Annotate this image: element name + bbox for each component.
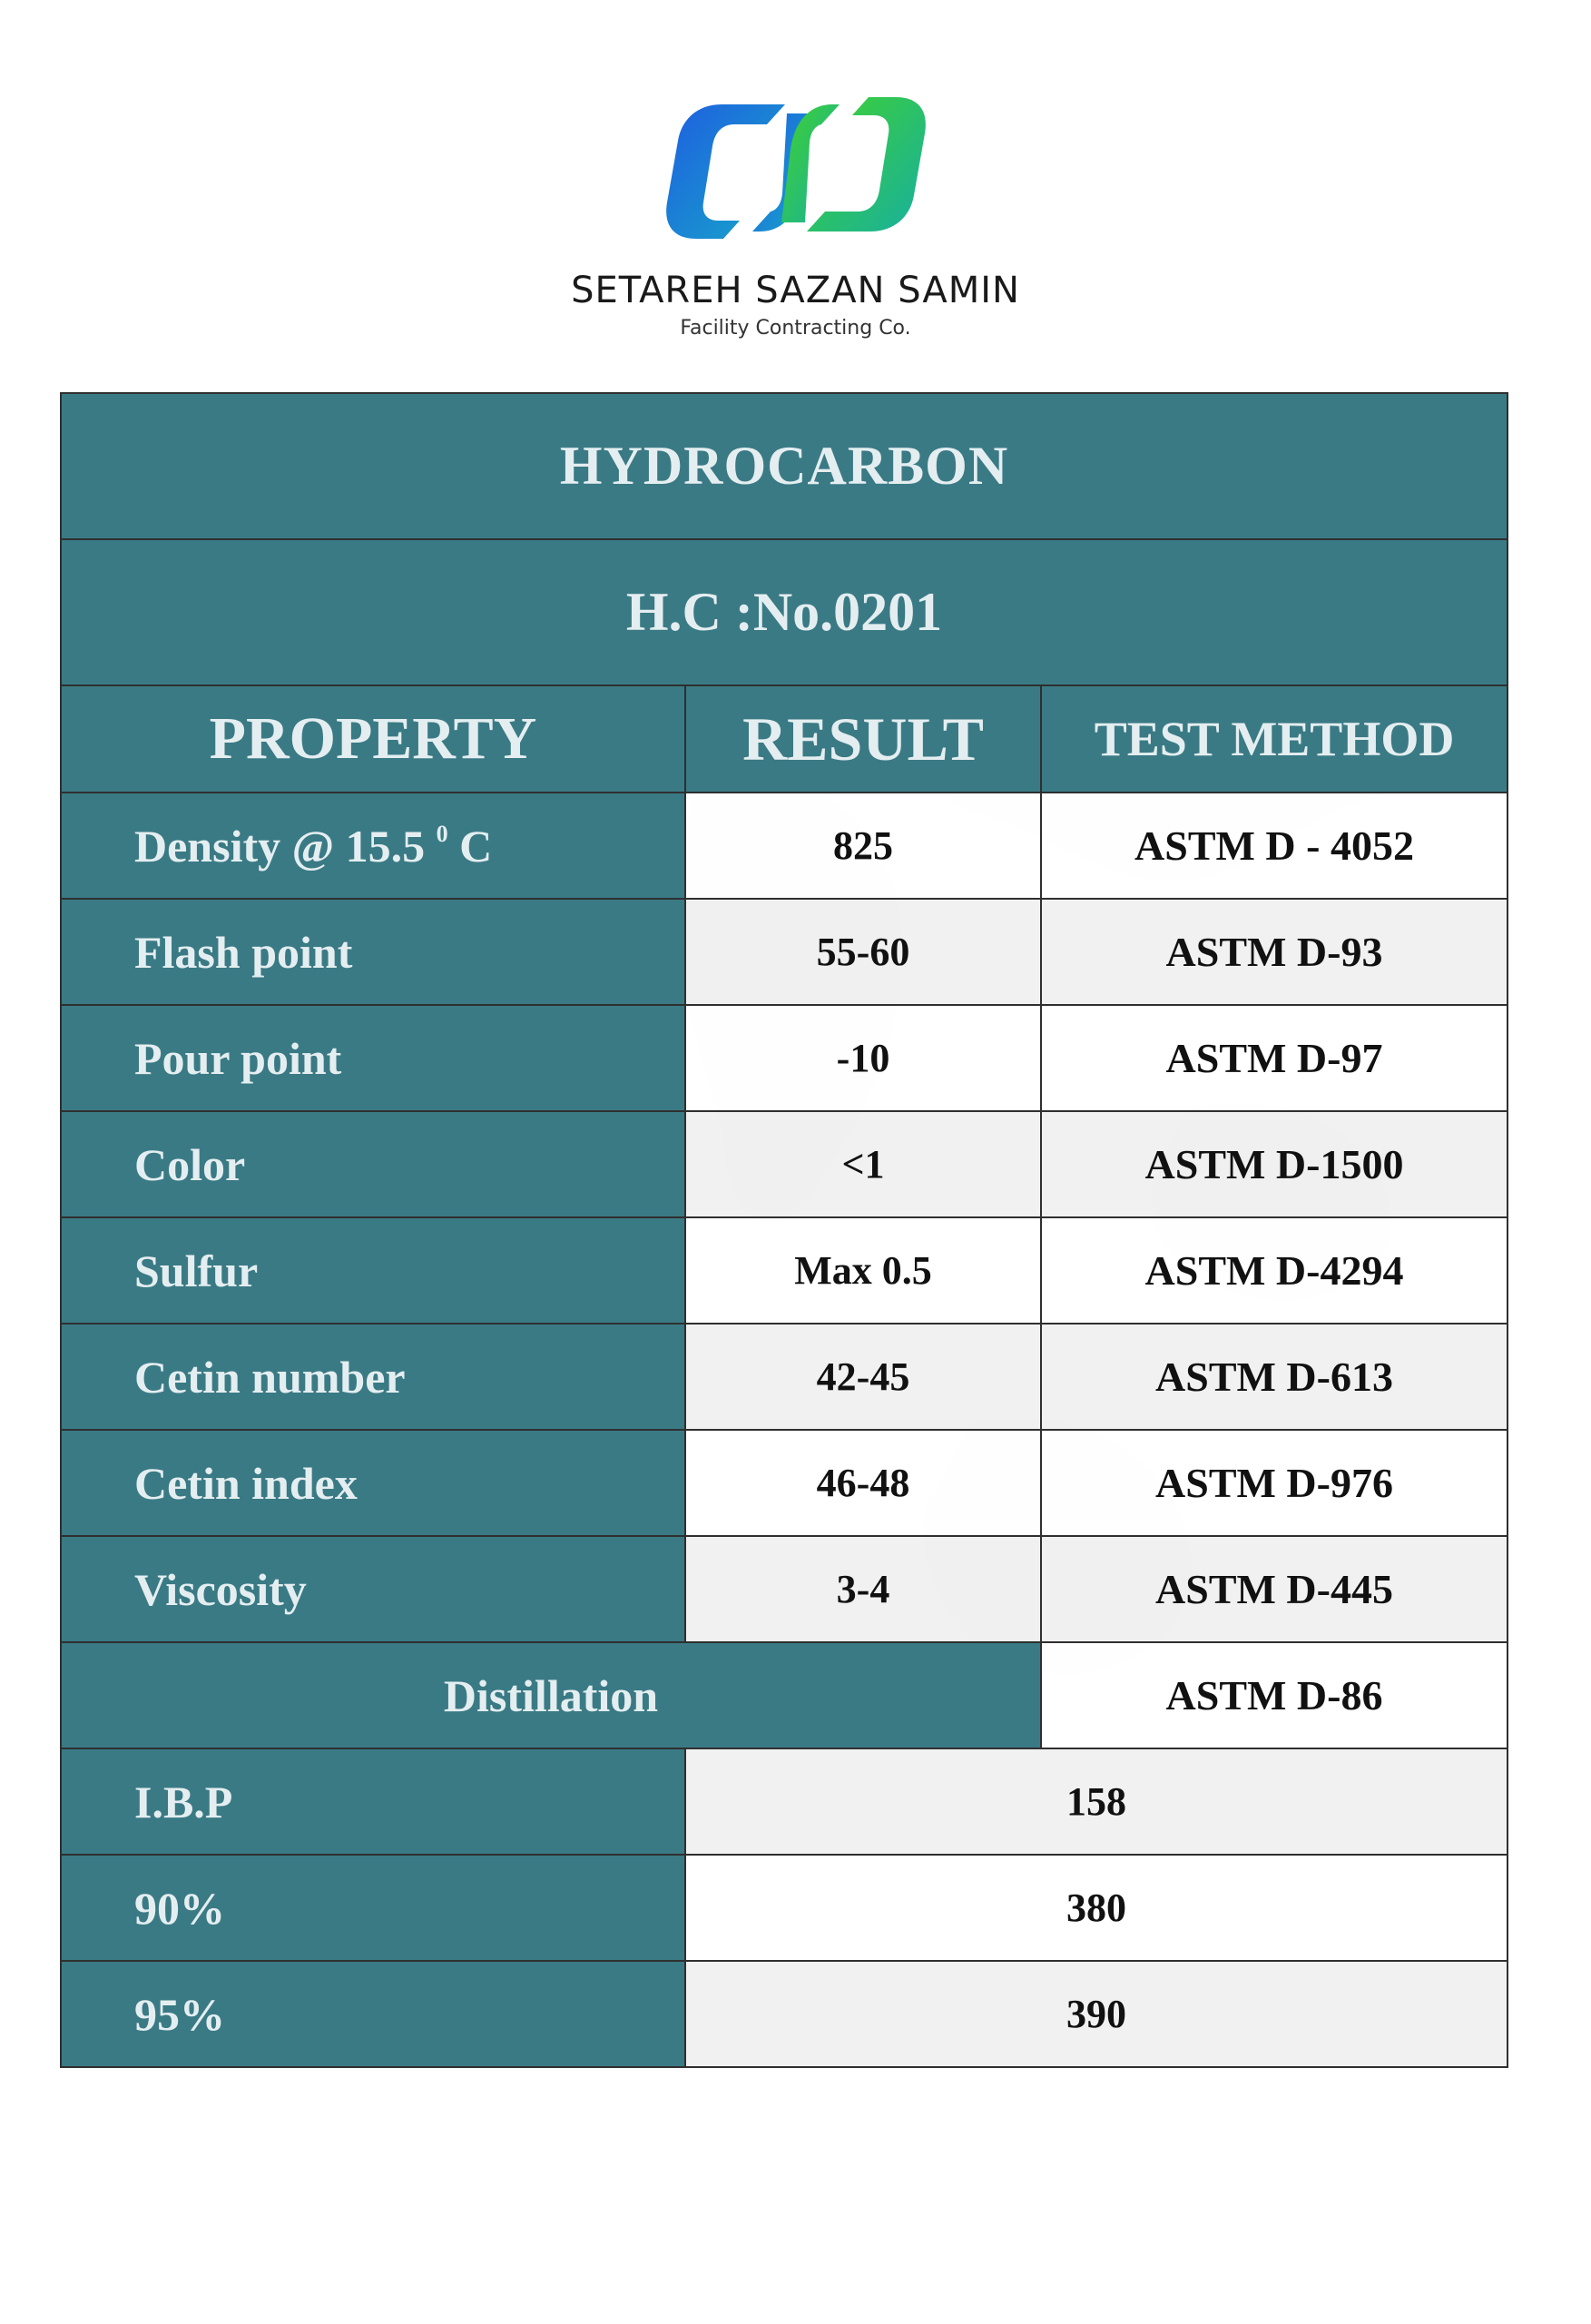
company-subtitle: Facility Contracting Co. — [680, 317, 911, 340]
property-cell: Cetin index — [61, 1430, 685, 1536]
result-cell: 55-60 — [685, 899, 1041, 1005]
result-cell: Max 0.5 — [685, 1217, 1041, 1324]
distillation-row — [61, 1642, 1508, 1748]
density-label: Density @ 15.5 — [134, 820, 426, 872]
table-row — [61, 1855, 1508, 1961]
header-property: PROPERTY — [61, 685, 685, 793]
result-cell: 825 — [685, 793, 1041, 899]
property-cell: Sulfur — [61, 1217, 685, 1324]
method-cell: ASTM D-4294 — [1041, 1217, 1508, 1324]
property-cell: Pour point — [61, 1005, 685, 1111]
density-unit: C — [459, 820, 493, 872]
header-result: RESULT — [685, 685, 1041, 793]
distillation-label: Distillation — [61, 1642, 1041, 1748]
result-cell: 42-45 — [685, 1324, 1041, 1430]
property-cell: 95% — [61, 1961, 685, 2067]
method-cell: ASTM D-1500 — [1041, 1111, 1508, 1217]
specification-table — [60, 392, 1508, 2068]
method-cell: ASTM D-97 — [1041, 1005, 1508, 1111]
property-cell: Cetin number — [61, 1324, 685, 1430]
table-row — [61, 1005, 1508, 1111]
result-cell: 380 — [685, 1855, 1508, 1961]
table-row — [61, 1536, 1508, 1642]
table-row — [61, 1111, 1508, 1217]
property-cell — [61, 793, 685, 899]
table-row — [61, 899, 1508, 1005]
method-cell: ASTM D - 4052 — [1041, 793, 1508, 899]
product-code: H.C :No.0201 — [61, 539, 1508, 685]
table-row — [61, 1217, 1508, 1324]
header-test-method: TEST METHOD — [1041, 685, 1508, 793]
degree-superscript: 0 — [436, 820, 448, 847]
result-cell: 46-48 — [685, 1430, 1041, 1536]
property-cell: I.B.P — [61, 1748, 685, 1855]
result-cell: -10 — [685, 1005, 1041, 1111]
header-row — [61, 685, 1508, 793]
ss-logo-icon — [651, 86, 941, 250]
property-cell: Color — [61, 1111, 685, 1217]
table-row — [61, 1748, 1508, 1855]
property-cell: Flash point — [61, 899, 685, 1005]
method-cell: ASTM D-93 — [1041, 899, 1508, 1005]
table-title: HYDROCARBON — [61, 393, 1508, 539]
method-cell: ASTM D-86 — [1041, 1642, 1508, 1748]
table-row — [61, 793, 1508, 899]
method-cell: ASTM D-445 — [1041, 1536, 1508, 1642]
property-cell: 90% — [61, 1855, 685, 1961]
property-cell: Viscosity — [61, 1536, 685, 1642]
company-name: SETAREH SAZAN SAMIN — [571, 270, 1020, 311]
result-cell: <1 — [685, 1111, 1041, 1217]
table-row — [61, 1961, 1508, 2067]
method-cell: ASTM D-613 — [1041, 1324, 1508, 1430]
result-cell: 158 — [685, 1748, 1508, 1855]
table-row — [61, 1430, 1508, 1536]
code-row — [61, 539, 1508, 685]
company-logo-block — [0, 86, 1591, 340]
table-row — [61, 1324, 1508, 1430]
result-cell: 390 — [685, 1961, 1508, 2067]
title-row — [61, 393, 1508, 539]
result-cell: 3-4 — [685, 1536, 1041, 1642]
method-cell: ASTM D-976 — [1041, 1430, 1508, 1536]
